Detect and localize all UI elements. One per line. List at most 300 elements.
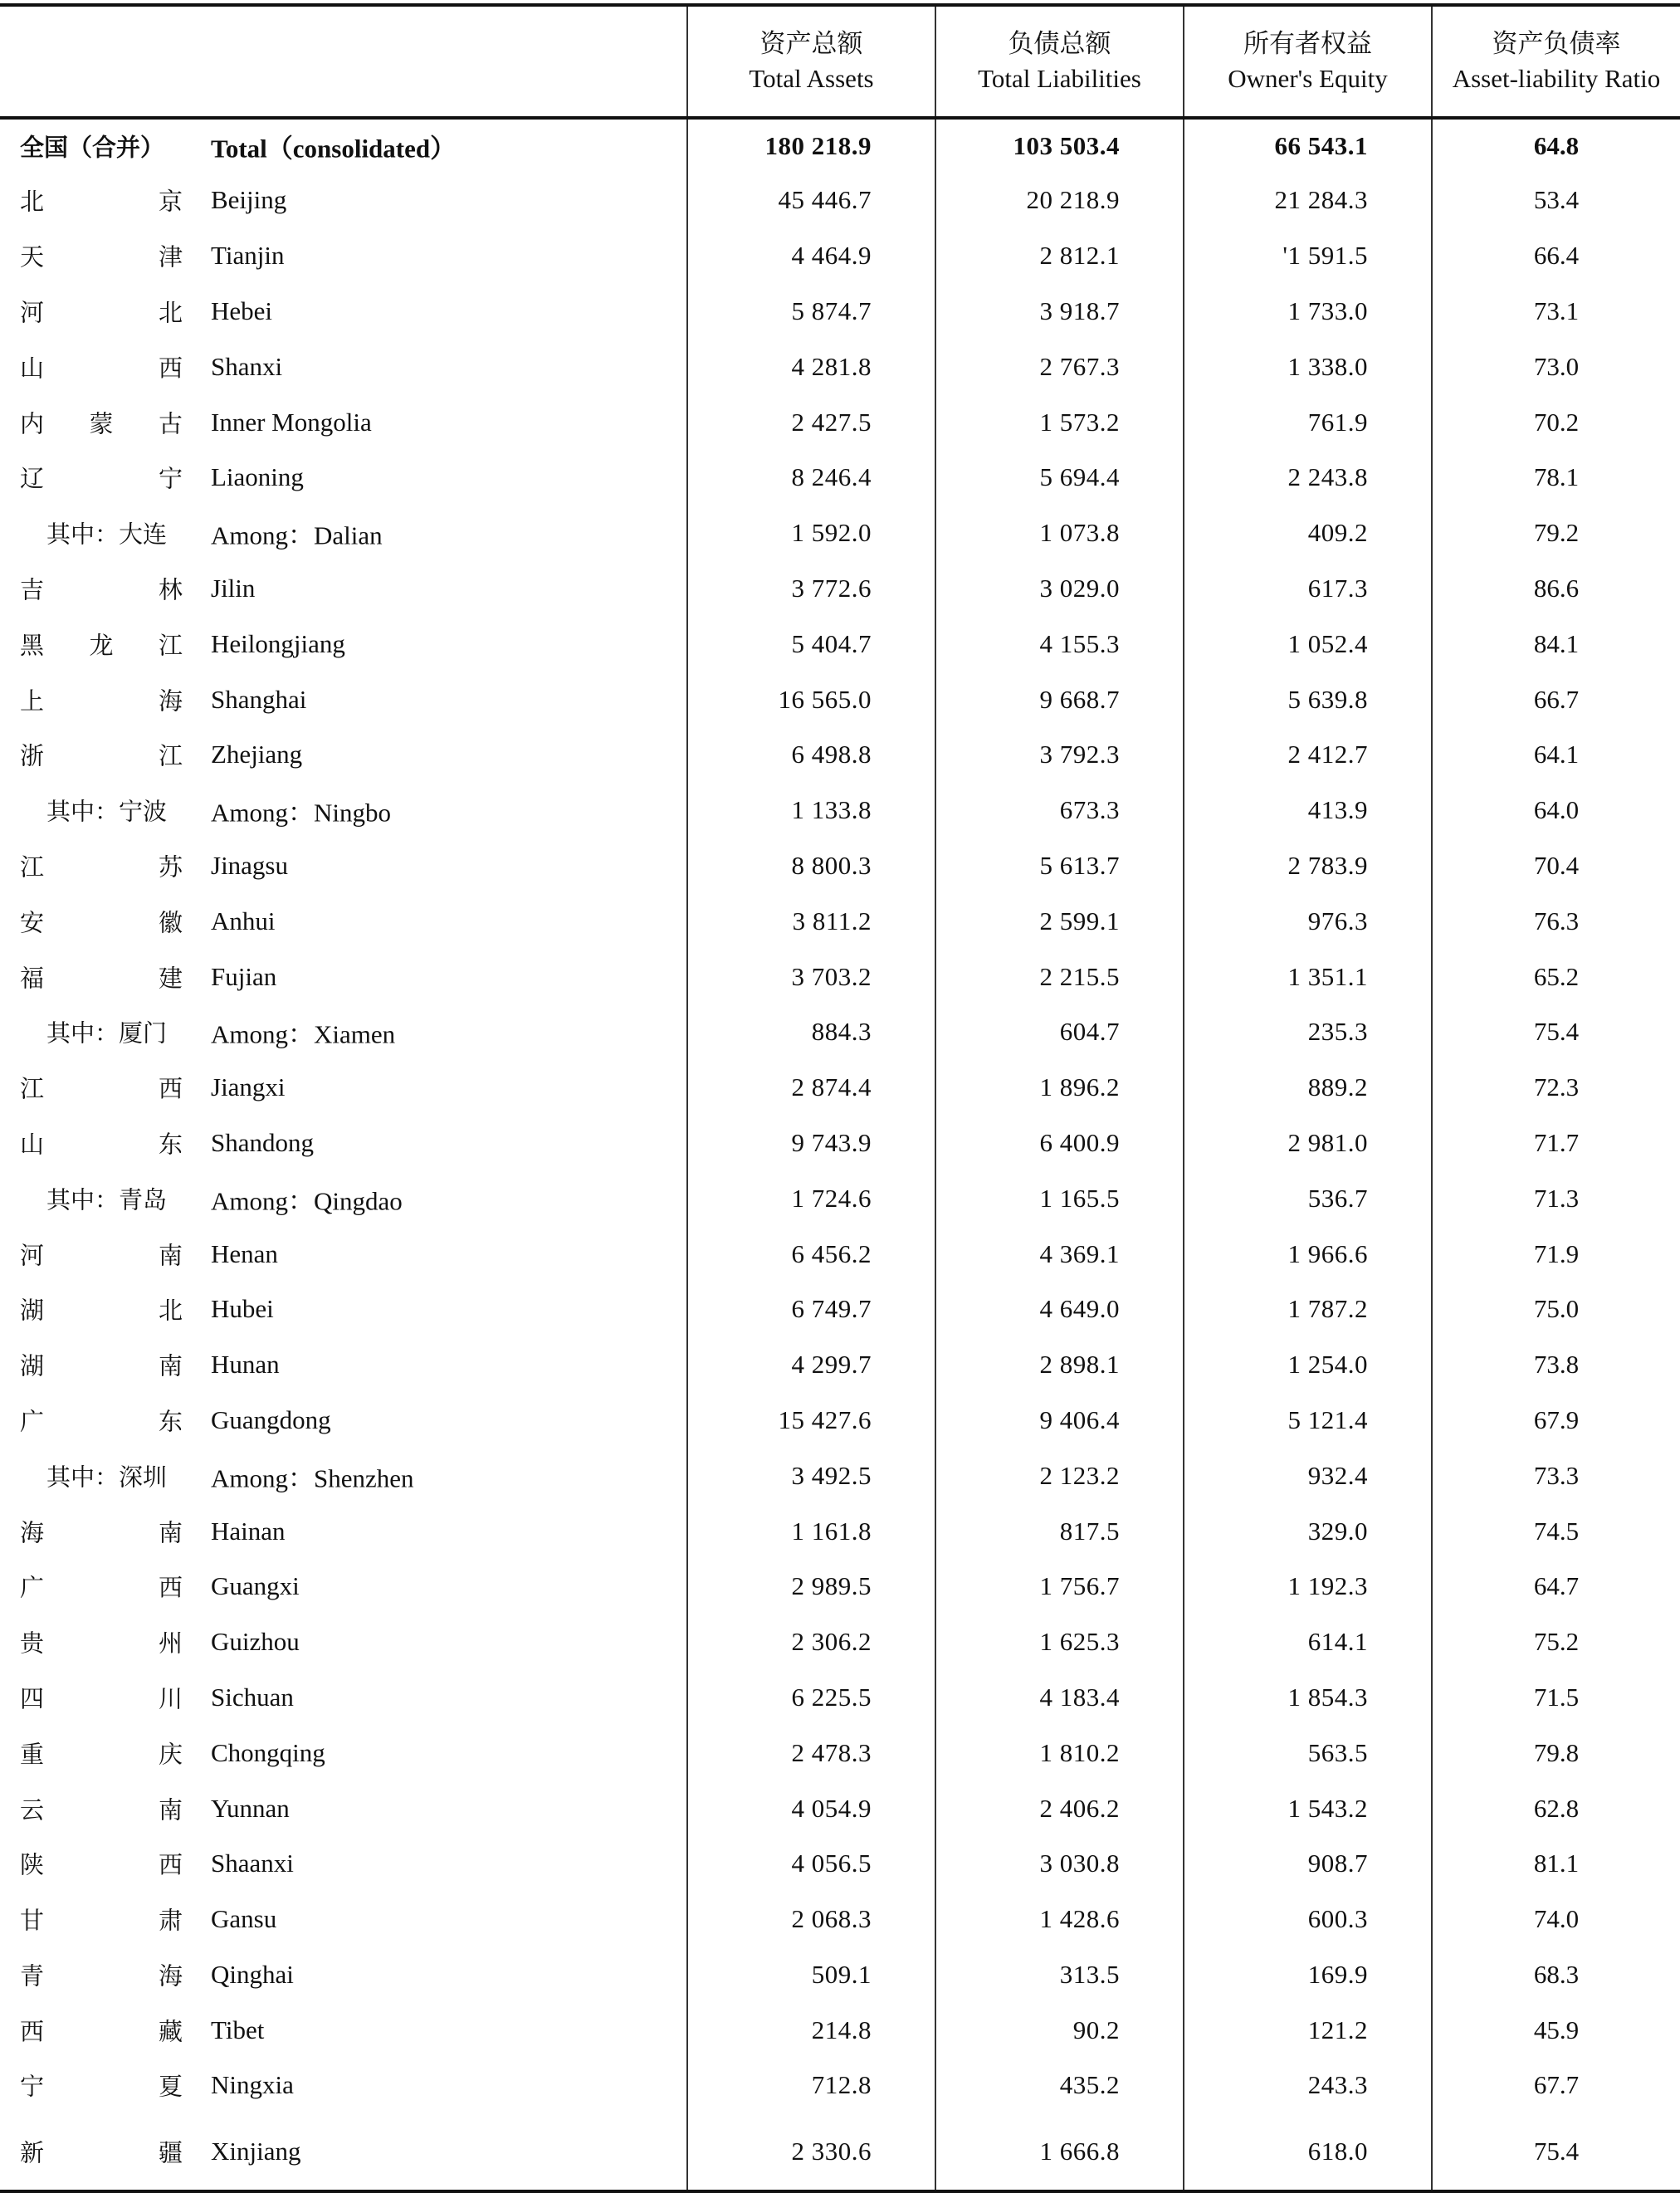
owners-equity-cell: '1 591.5 [1184,228,1432,284]
header-zh: 资产总额 [759,29,863,59]
asset-liability-ratio-cell: 76.3 [1432,893,1680,949]
region-name-cell [0,838,687,894]
region-name-cell [0,1282,687,1337]
region-name-en: Guizhou [211,1627,300,1657]
header-en: Asset-liability Ratio [1452,64,1661,93]
region-name-en: Shanxi [211,351,283,381]
table-row [0,394,1680,450]
region-name-zh-char: 海 [158,686,183,716]
table-row [0,339,1680,394]
total-assets-cell: 3 772.6 [687,561,935,617]
region-name-cell [0,339,687,394]
region-name-zh-char: 庆 [158,1740,183,1769]
owners-equity-cell: 1 543.2 [1184,1780,1432,1836]
region-name-cell [0,450,687,506]
total-liabilities-cell: 673.3 [935,783,1184,838]
owners-equity-cell: 536.7 [1184,1170,1432,1226]
region-name-zh-char: 重 [20,1740,45,1769]
region-name-zh-char: 上 [20,686,45,716]
region-name-zh-char: 江 [20,1074,45,1103]
region-name-zh-char: 南 [158,1795,183,1824]
region-name-en: Shanghai [211,684,307,714]
total-assets-cell: 2 068.3 [687,1892,935,1947]
header-zh: 负债总额 [1008,29,1111,59]
owners-equity-cell: 618.0 [1184,2113,1432,2191]
region-name-zh-char: 河 [20,298,45,327]
owners-equity-cell: 1 787.2 [1184,1282,1432,1337]
region-name-cell [0,1226,687,1282]
asset-liability-ratio-cell: 84.1 [1432,616,1680,672]
table-row [0,1170,1680,1226]
owners-equity-cell: 329.0 [1184,1503,1432,1559]
region-name-zh [20,627,183,661]
owners-equity-cell: 1 733.0 [1184,284,1432,339]
asset-liability-ratio-cell: 75.4 [1432,1004,1680,1060]
header-total-assets [687,5,935,118]
region-name-zh [20,1736,183,1770]
region-name-zh-char: 浙 [20,741,45,770]
total-liabilities-cell: 90.2 [935,2002,1184,2058]
total-assets-cell: 8 246.4 [687,450,935,506]
region-name-en: Hainan [211,1516,286,1546]
region-name-zh [20,2134,183,2168]
total-liabilities-cell: 1 756.7 [935,1559,1184,1614]
total-liabilities-cell: 5 694.4 [935,450,1184,506]
owners-equity-cell: 1 052.4 [1184,616,1432,672]
total-liabilities-cell: 3 918.7 [935,284,1184,339]
total-assets-cell: 6 498.8 [687,727,935,783]
region-name-zh [20,461,183,495]
owners-equity-cell: 235.3 [1184,1004,1432,1060]
asset-liability-ratio-cell: 79.8 [1432,1725,1680,1780]
region-name-zh-text: 其中：青岛 [46,1185,168,1214]
total-liabilities-cell: 1 666.8 [935,2113,1184,2191]
region-name-zh-char: 州 [158,1629,183,1658]
total-liabilities-cell: 3 030.8 [935,1836,1184,1892]
owners-equity-cell: 1 351.1 [1184,949,1432,1004]
table-row [0,838,1680,894]
region-name-zh [46,794,183,828]
table-row [0,1836,1680,1892]
asset-liability-ratio-cell: 70.4 [1432,838,1680,894]
total-assets-cell: 6 225.5 [687,1670,935,1726]
region-name-zh-char: 吉 [20,575,45,604]
region-name-cell [0,1559,687,1614]
total-liabilities-cell: 2 898.1 [935,1337,1184,1393]
region-name-zh-char: 天 [20,242,45,271]
region-name-cell [0,1448,687,1503]
header-owners-equity [1184,5,1432,118]
region-name-zh-char: 南 [158,1241,183,1270]
total-liabilities-cell: 9 668.7 [935,672,1184,727]
region-name-zh-char: 青 [20,1961,45,1990]
region-name-zh-char: 陕 [20,1850,45,1879]
owners-equity-cell: 413.9 [1184,783,1432,838]
region-name-zh-char: 东 [158,1407,183,1436]
region-name-zh-char: 黑 [20,631,45,660]
total-assets-cell: 5 404.7 [687,616,935,672]
table-row [0,893,1680,949]
table-row [0,450,1680,506]
region-name-zh-char: 建 [158,964,183,993]
total-liabilities-cell: 3 792.3 [935,727,1184,783]
region-name-zh-char: 龙 [89,631,114,660]
region-name-zh [20,960,183,994]
table-row [0,2058,1680,2113]
asset-liability-ratio-cell: 64.1 [1432,727,1680,783]
region-name-zh-char: 古 [158,409,183,438]
region-name-zh [20,1570,183,1604]
total-assets-cell: 2 989.5 [687,1559,935,1614]
table-row [0,1282,1680,1337]
asset-liability-ratio-cell: 73.3 [1432,1448,1680,1503]
region-name-en: Qinghai [211,1959,294,1989]
asset-liability-ratio-cell: 71.5 [1432,1670,1680,1726]
asset-liability-ratio-cell: 53.4 [1432,173,1680,228]
region-name-zh-char: 广 [20,1407,45,1436]
asset-liability-ratio-cell: 72.3 [1432,1060,1680,1116]
owners-equity-cell: 1 966.6 [1184,1226,1432,1282]
region-name-zh-char: 福 [20,964,45,993]
region-name-cell [0,1614,687,1670]
region-name-zh [20,405,183,439]
total-liabilities-cell: 4 183.4 [935,1670,1184,1726]
total-assets-cell: 2 306.2 [687,1614,935,1670]
region-name-en: Hunan [211,1350,280,1380]
owners-equity-cell: 2 981.0 [1184,1116,1432,1171]
owners-equity-cell: 5 121.4 [1184,1393,1432,1448]
region-name-cell [0,672,687,727]
region-name-cell [0,1892,687,1947]
region-name-cell [0,616,687,672]
region-name-cell [0,1836,687,1892]
owners-equity-cell: 908.7 [1184,1836,1432,1892]
total-assets-cell: 4 299.7 [687,1337,935,1393]
table-row [0,1947,1680,2003]
region-name-zh-char: 山 [20,354,45,383]
table-row [0,672,1680,727]
owners-equity-cell: 66 543.1 [1184,118,1432,173]
region-name-zh-char: 海 [158,1961,183,1990]
total-assets-cell: 2 427.5 [687,394,935,450]
region-name-zh [46,1181,183,1215]
owners-equity-cell: 889.2 [1184,1060,1432,1116]
table-row [0,1780,1680,1836]
header-total-liabilities [935,5,1184,118]
region-name-zh-char: 四 [20,1684,45,1713]
region-name-zh-char: 河 [20,1241,45,1270]
table-row [0,1116,1680,1171]
region-name-zh-char: 藏 [158,2017,183,2046]
region-name-zh [20,1292,183,1326]
asset-liability-ratio-cell: 65.2 [1432,949,1680,1004]
region-name-en: Hubei [211,1294,274,1324]
region-name-zh-char: 内 [20,409,45,438]
asset-liability-ratio-cell: 81.1 [1432,1836,1680,1892]
region-name-en: Among：Shenzhen [211,1463,414,1493]
region-name-zh [20,1791,183,1825]
total-liabilities-cell: 1 428.6 [935,1892,1184,1947]
table-row [0,1670,1680,1726]
table-row [0,284,1680,339]
table-row [0,1393,1680,1448]
table-row [0,1559,1680,1614]
region-name-cell [0,1116,687,1171]
total-assets-cell: 1 724.6 [687,1170,935,1226]
region-name-en: Fujian [211,961,277,991]
table-row [0,506,1680,561]
asset-liability-ratio-cell: 73.8 [1432,1337,1680,1393]
region-name-zh-char: 宁 [158,464,183,493]
region-name-zh [20,1071,183,1105]
region-name-en: Shaanxi [211,1849,294,1878]
region-name-zh-char: 疆 [158,2138,183,2167]
total-liabilities-cell: 20 218.9 [935,173,1184,228]
region-name-zh-char: 津 [158,242,183,271]
region-name-zh [20,682,183,716]
owners-equity-cell: 932.4 [1184,1448,1432,1503]
total-liabilities-cell: 6 400.9 [935,1116,1184,1171]
owners-equity-cell: 1 854.3 [1184,1670,1432,1726]
asset-liability-ratio-cell: 75.0 [1432,1282,1680,1337]
region-name-zh-char: 湖 [20,1296,45,1325]
region-name-en: Jiangxi [211,1072,286,1102]
region-name-zh-text: 其中：大连 [46,520,168,549]
region-name-zh [20,1237,183,1271]
total-assets-cell: 1 161.8 [687,1503,935,1559]
region-name-en: Inner Mongolia [211,407,372,437]
asset-liability-ratio-cell: 67.7 [1432,2058,1680,2113]
total-liabilities-cell: 313.5 [935,1947,1184,2003]
region-name-en: Gansu [211,1904,277,1934]
region-name-en: Chongqing [211,1737,325,1767]
total-assets-cell: 6 456.2 [687,1226,935,1282]
asset-liability-ratio-cell: 75.4 [1432,2113,1680,2191]
region-name-zh [20,904,183,938]
region-name-en: Ningxia [211,2070,294,2100]
region-name-zh-char: 蒙 [89,409,114,438]
owners-equity-cell: 2 243.8 [1184,450,1432,506]
table-row [0,616,1680,672]
table-body [0,118,1680,2191]
region-name-zh-char: 苏 [158,852,183,882]
region-name-en: Beijing [211,185,287,215]
total-assets-cell: 16 565.0 [687,672,935,727]
header-en: Total Assets [749,64,874,93]
region-name-zh-char: 徽 [158,908,183,937]
total-assets-cell: 712.8 [687,2058,935,2113]
region-name-en: Among：Xiamen [211,1019,396,1049]
table-row [0,1503,1680,1559]
region-name-cell [0,394,687,450]
owners-equity-cell: 2 412.7 [1184,727,1432,783]
region-name-zh [20,129,164,164]
region-name-en: Sichuan [211,1682,294,1712]
total-liabilities-cell: 103 503.4 [935,118,1184,173]
asset-liability-ratio-cell: 78.1 [1432,450,1680,506]
total-assets-cell: 15 427.6 [687,1393,935,1448]
total-liabilities-cell: 604.7 [935,1004,1184,1060]
table-row [0,1614,1680,1670]
region-name-zh-text: 其中：宁波 [46,797,168,826]
region-name-zh-char: 西 [158,1074,183,1103]
region-name-en: Jinagsu [211,850,288,880]
total-liabilities-cell: 1 810.2 [935,1725,1184,1780]
total-assets-cell: 3 492.5 [687,1448,935,1503]
region-name-cell [0,506,687,561]
table-header [0,5,1680,118]
region-name-zh-text: 其中：深圳 [46,1463,168,1492]
region-name-cell [0,1780,687,1836]
region-name-zh-char: 川 [158,1684,183,1713]
header-region [0,5,687,118]
region-name-cell [0,1393,687,1448]
region-name-zh-char: 西 [158,1573,183,1602]
asset-liability-ratio-cell: 70.2 [1432,394,1680,450]
owners-equity-cell: 600.3 [1184,1892,1432,1947]
owners-equity-cell: 2 783.9 [1184,838,1432,894]
region-name-zh [46,516,183,550]
header-zh: 所有者权益 [1243,29,1372,59]
total-assets-cell: 180 218.9 [687,118,935,173]
region-name-cell [0,949,687,1004]
asset-liability-ratio-cell: 86.6 [1432,561,1680,617]
total-assets-cell: 1 592.0 [687,506,935,561]
region-name-zh-char: 南 [158,1518,183,1547]
owners-equity-cell: 563.5 [1184,1725,1432,1780]
asset-liability-ratio-cell: 71.7 [1432,1116,1680,1171]
region-name-zh [46,1458,183,1492]
region-name-zh-char: 北 [158,1296,183,1325]
owners-equity-cell: 21 284.3 [1184,173,1432,228]
region-name-zh-char: 江 [158,631,183,660]
region-name-cell [0,2058,687,2113]
asset-liability-ratio-cell: 64.0 [1432,783,1680,838]
region-name-cell [0,1725,687,1780]
region-name-zh-text: 全国（合并） [20,133,165,162]
region-name-zh [20,294,183,328]
table-row [0,949,1680,1004]
owners-equity-cell: 121.2 [1184,2002,1432,2058]
region-name-zh-char: 西 [158,354,183,383]
header-zh: 资产负债率 [1492,29,1621,59]
total-liabilities-cell: 2 599.1 [935,893,1184,949]
region-name-zh [20,848,183,882]
total-assets-cell: 884.3 [687,1004,935,1060]
region-name-en: Guangxi [211,1571,300,1601]
total-assets-cell: 4 054.9 [687,1780,935,1836]
region-name-en: Among：Dalian [211,520,383,550]
table-row [0,118,1680,173]
region-name-zh [20,2068,183,2103]
total-liabilities-cell: 817.5 [935,1503,1184,1559]
table-row [0,1060,1680,1116]
region-name-cell [0,284,687,339]
owners-equity-cell: 976.3 [1184,893,1432,949]
total-assets-cell: 5 874.7 [687,284,935,339]
region-name-en: Total（consolidated） [211,134,457,164]
region-name-zh [20,183,183,217]
region-name-zh [20,1902,183,1937]
region-name-zh-char: 京 [158,187,183,216]
total-liabilities-cell: 9 406.4 [935,1393,1184,1448]
header-asset-liability-ratio [1432,5,1680,118]
region-name-zh [46,1015,183,1049]
region-name-zh [20,1625,183,1659]
region-name-zh-char: 辽 [20,464,45,493]
asset-liability-ratio-cell: 75.2 [1432,1614,1680,1670]
region-name-en: Hebei [211,295,273,325]
table-row [0,1004,1680,1060]
asset-liability-ratio-cell: 71.9 [1432,1226,1680,1282]
region-name-zh-char: 江 [158,741,183,770]
asset-liability-ratio-cell: 74.0 [1432,1892,1680,1947]
region-name-zh-char: 肃 [158,1906,183,1935]
region-name-cell [0,727,687,783]
region-name-zh-text: 其中：厦门 [46,1018,168,1048]
region-name-en: Liaoning [211,462,304,492]
region-name-cell [0,893,687,949]
asset-liability-ratio-cell: 45.9 [1432,2002,1680,2058]
region-name-zh-char: 宁 [20,2072,45,2101]
region-name-cell [0,118,687,173]
region-name-en: Zhejiang [211,740,303,769]
total-assets-cell: 4 056.5 [687,1836,935,1892]
owners-equity-cell: 1 192.3 [1184,1559,1432,1614]
total-liabilities-cell: 2 406.2 [935,1780,1184,1836]
region-name-cell [0,2113,687,2191]
asset-liability-ratio-cell: 66.7 [1432,672,1680,727]
region-name-en: Tianjin [211,241,285,271]
region-name-en: Yunnan [211,1793,290,1823]
asset-liability-ratio-cell: 64.8 [1432,118,1680,173]
region-name-cell [0,173,687,228]
region-name-zh [20,1680,183,1714]
region-name-zh-char: 云 [20,1795,45,1824]
header-en: Total Liabilities [978,64,1141,93]
region-name-cell [0,2002,687,2058]
region-name-zh-char: 甘 [20,1906,45,1935]
total-liabilities-cell: 5 613.7 [935,838,1184,894]
total-assets-cell: 6 749.7 [687,1282,935,1337]
region-name-zh [20,1403,183,1437]
region-name-cell [0,561,687,617]
total-liabilities-cell: 1 573.2 [935,394,1184,450]
region-name-zh [20,1126,183,1160]
total-assets-cell: 8 800.3 [687,838,935,894]
region-name-zh [20,349,183,383]
balance-sheet-table [0,3,1680,2193]
total-assets-cell: 3 811.2 [687,893,935,949]
total-liabilities-cell: 1 165.5 [935,1170,1184,1226]
owners-equity-cell: 243.3 [1184,2058,1432,2113]
region-name-zh [20,571,183,605]
region-name-zh-char: 东 [158,1130,183,1159]
region-name-zh-char: 林 [158,575,183,604]
region-name-zh-char: 山 [20,1130,45,1159]
region-name-en: Jilin [211,573,256,603]
table-row [0,2113,1680,2191]
table-row [0,1448,1680,1503]
region-name-zh [20,239,183,273]
total-assets-cell: 4 464.9 [687,228,935,284]
table-row [0,1892,1680,1947]
region-name-cell [0,228,687,284]
owners-equity-cell: 1 254.0 [1184,1337,1432,1393]
total-liabilities-cell: 1 896.2 [935,1060,1184,1116]
region-name-en: Among：Ningbo [211,798,391,828]
region-name-zh [20,1957,183,1991]
